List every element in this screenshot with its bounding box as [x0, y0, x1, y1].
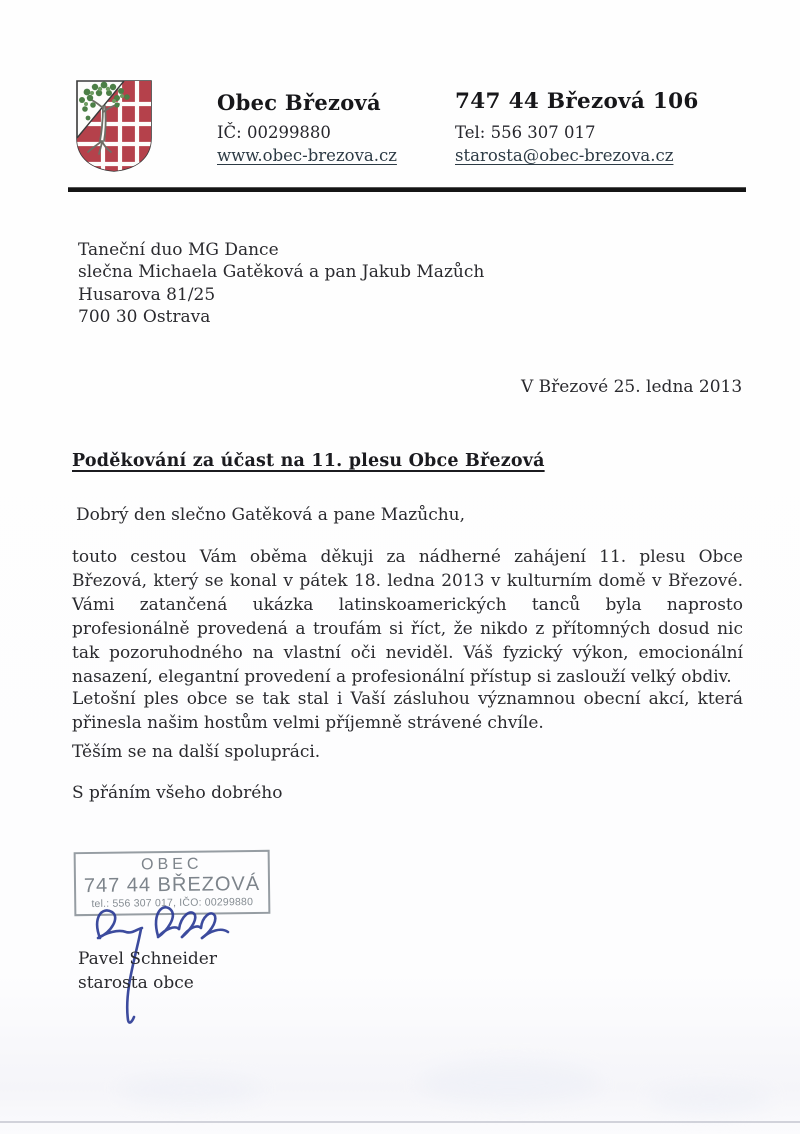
signer-name: Pavel Schneider — [78, 949, 217, 969]
salutation: Dobrý den slečno Gatěková a pane Mazůchu, — [76, 505, 466, 525]
stamp-line: OBEC — [141, 855, 203, 874]
body-paragraph: Těším se na další spolupráci. — [72, 742, 321, 762]
signature-scribble-icon — [70, 898, 270, 1042]
body-paragraph: Letošní ples obce se tak stal i Vaší zásluhou významnou obecní akcí, která přinesla našim hostům velmi příjemně strávené chvíle. — [72, 689, 743, 733]
letterhead-divider — [68, 187, 746, 192]
subject-line: Poděkování za účast na 11. plesu Obce Březová — [72, 451, 545, 471]
recipient-line: Taneční duo MG Dance — [78, 240, 279, 260]
org-id-number: IČ: 00299880 — [217, 123, 331, 142]
org-name: Obec Březová — [217, 90, 381, 115]
recipient-line: Husarova 81/25 — [78, 284, 216, 305]
org-website-link[interactable]: www.obec-brezova.cz — [217, 146, 397, 165]
signer-title: starosta obce — [78, 973, 194, 993]
body-paragraph: touto cestou Vám oběma děkuji za nádherné zahájení 11. plesu Obce Březová, který se konal v pátek 18. ledna 2013 v kulturním domě v Březové. Vámi zatančená ukázka latinskoamerických tanců byla naprosto profesionálně provedená a troufám si říct, že nikdo z přítomných dosud nic tak pozoruhodného na vlastní oči neviděl. Váš fyzický výkon, emocionální nasazení, elegantní provedení a profesionální přístup si zaslouží velký obdiv. — [72, 547, 743, 687]
coat-of-arms-icon — [73, 78, 155, 178]
org-email-link[interactable]: starosta@obec-brezova.cz — [455, 146, 674, 165]
scan-edge-line — [0, 1121, 800, 1123]
recipient-line: 700 30 Ostrava — [78, 307, 211, 328]
recipient-address-block — [78, 239, 484, 329]
scan-blotch — [650, 1085, 770, 1113]
scan-blotch — [120, 1075, 260, 1105]
stamp-line: 747 44 BŘEZOVÁ — [83, 872, 261, 898]
org-phone: Tel: 556 307 017 — [455, 123, 596, 142]
scan-blotch — [420, 1060, 600, 1105]
date-line: V Březové 25. ledna 2013 — [521, 377, 743, 397]
stamp-line: tel.: 556 307 017, IČO: 00299880 — [91, 896, 254, 910]
org-postal-address: 747 44 Březová 106 — [455, 89, 699, 114]
recipient-line: slečna Michaela Gatěková a pan Jakub Mazůch — [78, 262, 485, 283]
closing-phrase: S přáním všeho dobrého — [72, 783, 283, 803]
